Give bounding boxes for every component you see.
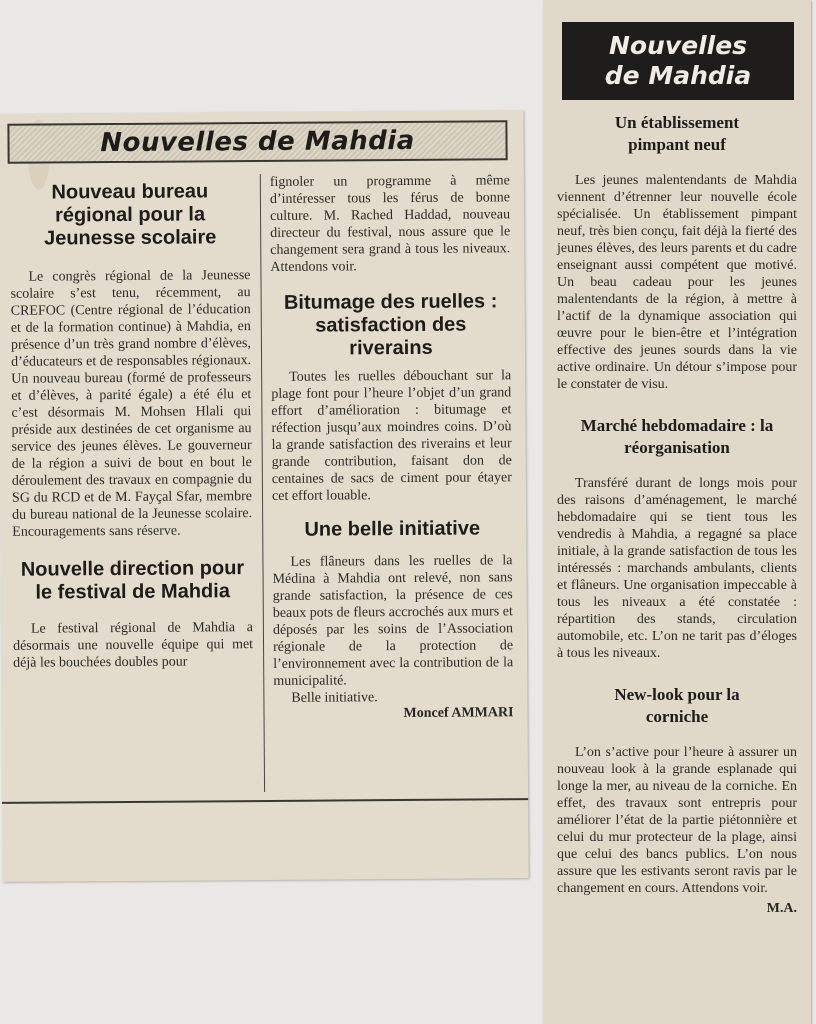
headline-bitumage: Bitumage des ruelles : satisfaction des riverains: [283, 290, 498, 360]
author-initials: M.A.: [766, 901, 797, 916]
section-banner: [7, 120, 507, 163]
right-newspaper-clipping: [543, 0, 811, 1024]
column-divider: [260, 174, 265, 792]
article-body-festival-start: Le festival régional de Mahdia a désormais une nouvelle équipe qui met déjà les bouchées doubles pour: [12, 620, 254, 671]
section-banner: [562, 22, 794, 100]
bottom-rule: [2, 798, 528, 804]
headline-marche: Marché hebdomadaire : la réorganisation: [580, 416, 774, 457]
article-body-marche: Transféré durant de longs mois pour des raisons d’aménagement, le marché hebdomadaire qui se tient tous les vendredis à Mahdia, a regagné sa place initiale, à la grande satisfaction de tous les intéressés : marchands ambulants, clients et flâneurs. Une organisation impeccable à tous les niveaux a été constatée : répartition des stands, circulation automobile, etc. L’on ne tarit pas d’éloges à tous les niveaux.: [557, 476, 797, 661]
banner-title: Nouvelles de Mahdia: [100, 125, 415, 159]
headline-belle-initiative: Une belle initiative: [304, 517, 481, 541]
left-column-2: [270, 172, 514, 723]
left-newspaper-clipping: [0, 110, 529, 882]
author-signature: Moncef AMMARI: [403, 705, 514, 722]
article-closing-line: Belle initiative.: [291, 690, 378, 706]
headline-jeunesse-scolaire: Nouveau bureau régional pour la Jeunesse scolaire: [43, 180, 217, 250]
right-column: [557, 112, 797, 917]
article-body-jeunesse-scolaire: Le congrès régional de la Jeunesse scolaire s’est tenu, récemment, au CREFOC (Centre régional de l’éducation et de la formation continue) à Mahdia, en présence d’un très grand nombre d’élèves, d’éducateurs et de responsables régionaux. Un nouveau bureau (formé de professeurs et d’élèves, à parité égale) a été élu et c’est désormais M. Mohsen Hlali qui préside aux destinées de cet organisme au service des jeunes élèves. Le gouverneur de la région a suivi de bout en bout le déroulement des travaux en compagnie du SG du RCD et de M. Fayçal Sfar, membre du bureau national de la Jeunesse scolaire. Encouragements sans réserve.: [10, 268, 253, 540]
article-body-etablissement: Les jeunes malentendants de Mahdia viennent d’étrenner leur nouvelle école spécialisée. Un établissement pimpant neuf, très bien conçu, fait déjà la fierté des jeunes élèves, des leurs parents et du cadre enseignant aussi compétent que motivé. Un beau cadeau pour les jeunes malentendants de la région, à mettre à l’actif de la dynamique association qui œuvre pour le bien-être et l’intégration effective des jeunes sourds dans la vie active ordinaire. Un détour s’impose pour le constater de visu.: [557, 173, 797, 392]
headline-corniche: New-look pour la corniche: [614, 685, 740, 726]
article-body-festival-cont: fignoler un programme à même d’intéresser tous les férus de bonne culture. M. Rached Haddad, nouveau directeur du festival, nous assure que le changement sera grand à tous les niveaux. Attendons voir.: [269, 173, 511, 275]
banner-title-line1: Nouvelles: [608, 31, 748, 60]
left-column-1: [10, 174, 253, 672]
article-body-corniche: L’on s’active pour l’heure à assurer un nouveau look à la grande esplanade qui longe la mer, au niveau de la corniche. En effet, des travaux sont entrepris pour améliorer l’état de la partie piétonnière et celui du mur protecteur de la plage, ainsi que celui des bancs publics. L’on nous assure que les estivants seront ravis par le changement en cours. Attendons voir.: [557, 745, 797, 896]
article-body-bitumage: Toutes les ruelles débouchant sur la plage font pour l’heure l’objet d’un grand effort d’amélioration : bitumage et réfection jusqu’aux moindres coins. D’où la grande satisfaction des riverains et leur grande contribution, faisant don de centaines de sacs de ciment pour étayer cet effort louable.: [271, 368, 512, 504]
headline-etablissement: Un établissement pimpant neuf: [614, 113, 740, 154]
banner-title-line2: de Mahdia: [604, 61, 752, 90]
headline-festival: Nouvelle direction pour le festival de Mahdia: [20, 557, 245, 604]
article-body-belle-initiative: Les flâneurs dans les ruelles de la Médina à Mahdia ont relevé, non sans grande satisfaction, la présence de ces beaux pots de fleurs accrochés aux murs et déposés par les soins de l’Association régionale de la protection de l’environnement avec la contribution de la municipalité.: [272, 553, 514, 689]
